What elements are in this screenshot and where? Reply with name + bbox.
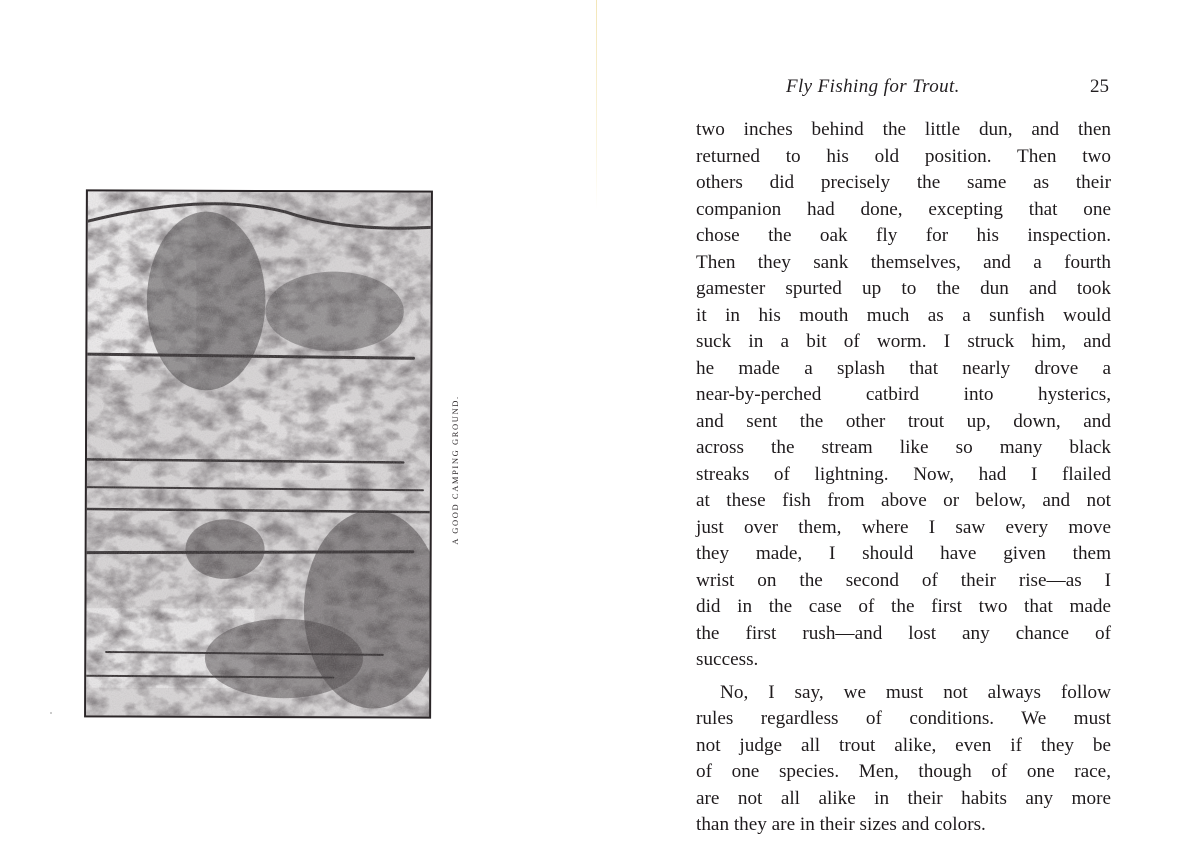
text-line: did in the case of the first two that made (696, 596, 1111, 617)
text-line: near-by-perched catbird into hysterics, (696, 384, 1111, 405)
text-line: and sent the other trout up, down, and (696, 410, 1111, 432)
running-head: Fly Fishing for Trout. (786, 76, 960, 97)
text-line: across the stream like so many black (696, 437, 1111, 458)
text-line: rules regardless of conditions. We must (696, 708, 1111, 729)
text-line: are not all alike in their habits any more (696, 787, 1111, 809)
body-text (696, 117, 1111, 839)
text-line: No, I say, we must not always follow (720, 681, 1111, 703)
text-line: chose the oak fly for his inspection. (696, 225, 1111, 246)
paragraph-1 (696, 117, 1111, 674)
text-line: they made, I should have given them (696, 543, 1111, 564)
text-line: wrist on the second of their rise—as I (696, 569, 1111, 591)
text-line: suck in a bit of worm. I struck him, and (696, 331, 1111, 352)
page-number: 25 (1090, 76, 1109, 97)
text-line: than they are in their sizes and colors. (696, 814, 986, 835)
text-line: the first rush—and lost any chance of (696, 622, 1111, 644)
text-line: streaks of lightning. Now, had I flailed (696, 463, 1111, 485)
text-line: it in his mouth much as a sunfish would (696, 304, 1111, 326)
text-line: at these fish from above or below, and not (696, 490, 1111, 511)
text-line: he made a splash that nearly drove a (696, 357, 1111, 379)
text-line: returned to his old position. Then two (696, 145, 1111, 167)
plate-caption: A GOOD CAMPING GROUND. (450, 395, 460, 545)
text-line: Then they sank themselves, and a fourth (696, 251, 1111, 273)
text-line: two inches behind the little dun, and then (696, 119, 1111, 140)
text-line: just over them, where I saw every move (696, 516, 1111, 538)
halftone-photo-image (86, 191, 431, 716)
text-line: gamester spurted up to the dun and took (696, 278, 1111, 299)
paper-speck (50, 712, 52, 714)
text-line: not judge all trout alike, even if they be (696, 734, 1111, 756)
photo-plate (84, 189, 433, 718)
text-line: companion had done, excepting that one (696, 198, 1111, 220)
text-line: others did precisely the same as their (696, 172, 1111, 193)
paragraph-2 (696, 680, 1111, 839)
text-line: of one species. Men, though of one race, (696, 761, 1111, 782)
text-line: success. (696, 649, 759, 670)
